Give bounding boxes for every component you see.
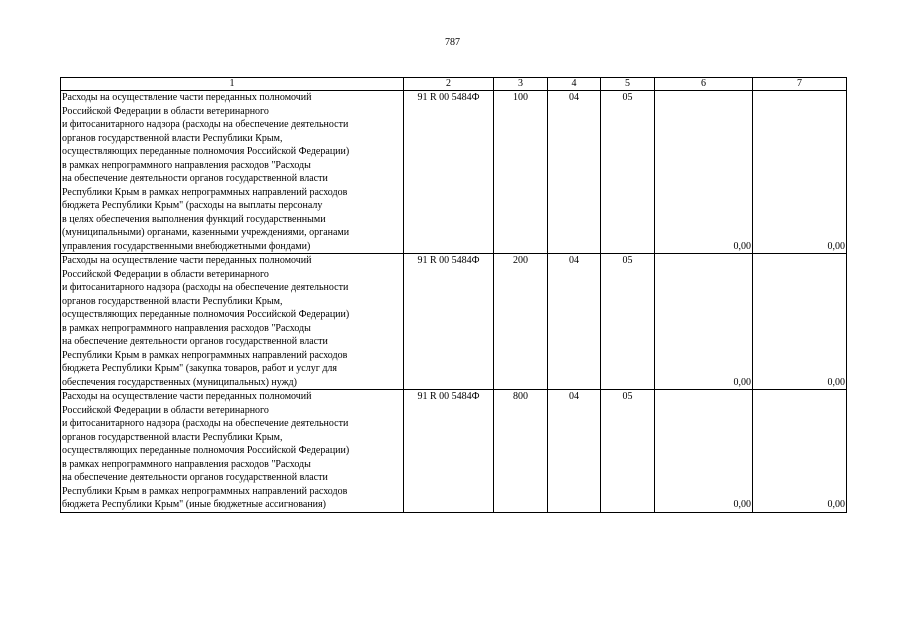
amount-column-6: 0,00 [655,390,753,513]
description-line: Расходы на осуществление части переданных полномочий [62,391,312,402]
expense-description [61,91,404,254]
expense-type-code: 200 [494,254,548,390]
description-line: Расходы на осуществление части переданных полномочий [62,255,312,266]
section-code: 04 [548,390,601,513]
description-line: бюджета Республики Крым" (иные бюджетные ассигнования) [62,499,326,510]
expense-type-code: 800 [494,390,548,513]
section-code: 04 [548,254,601,390]
description-line: в рамках непрограммного направления расходов "Расходы [62,458,311,470]
expense-description [61,390,404,513]
column-header-3: 3 [494,78,548,91]
description-line: Российской Федерации в области ветеринарного [62,404,269,416]
description-line: на обеспечение деятельности органов государственной власти [62,472,328,483]
page-number: 787 [445,37,460,48]
header-row [61,78,847,91]
amount-column-7: 0,00 [753,91,847,254]
description-line: бюджета Республики Крым" (закупка товаров, работ и услуг для [62,363,337,374]
amount-column-7: 0,00 [753,254,847,390]
description-line: управления государственными внебюджетными фондами) [62,240,311,252]
description-line: обеспечения государственных (муниципальных) нужд) [62,376,297,388]
subsection-code: 05 [601,390,655,513]
description-line: и фитосанитарного надзора (расходы на обеспечение деятельности [62,119,349,130]
target-article-code: 91 R 00 5484Ф [404,390,494,513]
column-header-5: 5 [601,78,655,91]
table-row [61,254,847,390]
expense-type-code: 100 [494,91,548,254]
description-line: в рамках непрограммного направления расходов "Расходы [62,159,311,171]
description-line: и фитосанитарного надзора (расходы на обеспечение деятельности [62,418,349,429]
expense-description [61,254,404,390]
description-line: Российской Федерации в области ветеринарного [62,268,269,280]
subsection-code: 05 [601,254,655,390]
description-line: на обеспечение деятельности органов государственной власти [62,173,328,184]
target-article-code: 91 R 00 5484Ф [404,91,494,254]
column-header-7: 7 [753,78,847,91]
table-row [61,390,847,513]
description-line: Республики Крым в рамках непрограммных направлений расходов [62,186,348,198]
description-line: органов государственной власти Республики Крым, [62,295,283,307]
target-article-code: 91 R 00 5484Ф [404,254,494,390]
description-line: осуществляющих переданные полномочия Российской Федерации) [62,309,350,320]
description-line: Расходы на осуществление части переданных полномочий [62,92,312,103]
description-line: и фитосанитарного надзора (расходы на обеспечение деятельности [62,282,349,293]
description-line: органов государственной власти Республики Крым, [62,132,283,144]
subsection-code: 05 [601,91,655,254]
description-line: (муниципальными) органами, казенными учреждениями, органами [62,227,350,238]
column-header-4: 4 [548,78,601,91]
column-header-2: 2 [404,78,494,91]
description-line: осуществляющих переданные полномочия Российской Федерации) [62,146,350,157]
section-code: 04 [548,91,601,254]
description-line: в рамках непрограммного направления расходов "Расходы [62,322,311,334]
amount-column-6: 0,00 [655,91,753,254]
description-line: органов государственной власти Республики Крым, [62,431,283,443]
description-line: в целях обеспечения выполнения функций государственными [62,213,326,225]
description-line: Республики Крым в рамках непрограммных направлений расходов [62,349,348,361]
description-line: Республики Крым в рамках непрограммных направлений расходов [62,485,348,497]
description-line: бюджета Республики Крым" (расходы на выплаты персоналу [62,200,323,211]
column-header-6: 6 [655,78,753,91]
table-row [61,91,847,254]
description-line: на обеспечение деятельности органов государственной власти [62,336,328,347]
amount-column-7: 0,00 [753,390,847,513]
amount-column-6: 0,00 [655,254,753,390]
description-line: осуществляющих переданные полномочия Российской Федерации) [62,445,350,456]
column-header-1: 1 [61,78,404,91]
budget-table [60,77,847,513]
description-line: Российской Федерации в области ветеринарного [62,105,269,117]
